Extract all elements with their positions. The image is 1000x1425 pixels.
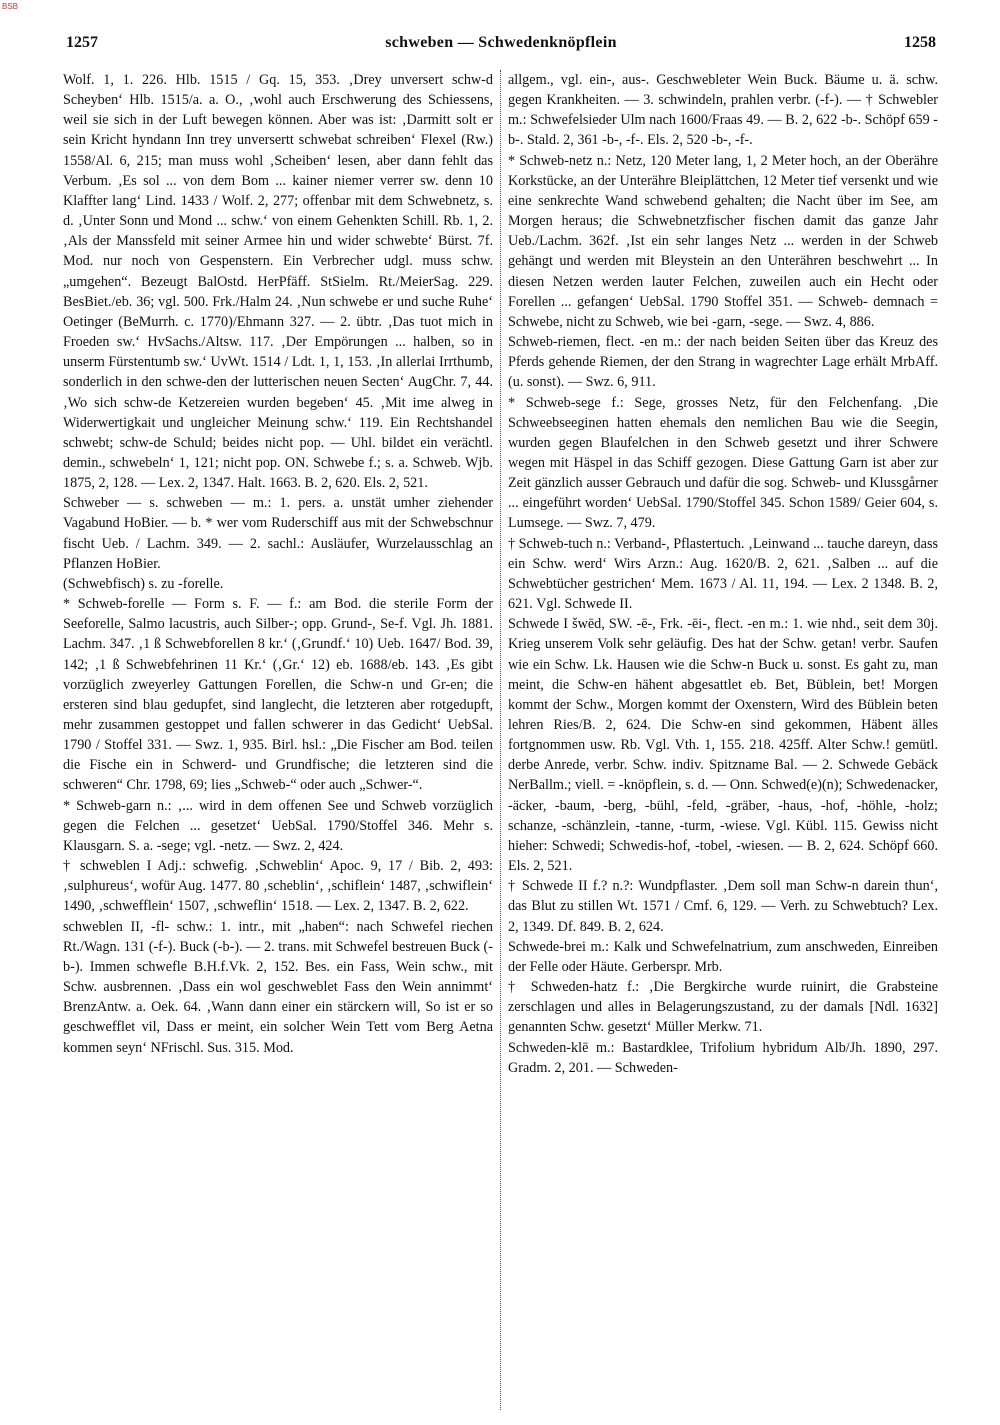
page-header	[66, 34, 936, 56]
column-divider	[500, 70, 501, 1410]
entry-paragraph: (Schwebfisch) s. zu -forelle.	[63, 575, 224, 592]
page-number-left: 1257	[66, 34, 98, 51]
entry-paragraph: Schweber — s. schweben — m.: 1. pers. a. unstät umher ziehender Vagabund HoBier. — b. * wer vom Ruderschiff aus mit der Schwebschnur fischt Ueb. / Lachm. 349. — 2. sachl.: Ausläufer, Wurzelausschlag an Pflanzen HoBier.	[63, 495, 493, 572]
entry-paragraph: Schweb-riemen, flect. -en m.: der nach beiden Seiten über das Kreuz des Pferds gehende Riemen, der den Strang in wagrechter Lage erhält MrbAff. (u. sonst). — Swz. 6, 911.	[508, 334, 938, 391]
library-stamp: BSB	[2, 2, 19, 11]
entry-paragraph: † Schweb-tuch n.: Verband-, Pflastertuch. ‚Leinwand ... tauche dareyn, dass ein Schw. werd‘ Wirs Arzn.: Aug. 1620/B. 2, 621. ‚Salben ... auf die Schwebtücher gestrichen‘ Mem. 1673 / Al. 11, 194. — Lex. 2 1348. B. 2, 621. Vgl. Schwede II.	[508, 535, 938, 613]
entry-paragraph: † Schweden-hatz f.: ‚Die Bergkirche wurde ruinirt, die Grabsteine zerschlagen und alles in Belagerungszustand, zu der damals [Ndl. 1632] genannten Schw. gesetzt‘ Müller Merkw. 71.	[508, 979, 938, 1036]
entry-paragraph: * Schweb-sege f.: Sege, grosses Netz, für den Felchenfang. ‚Die Schweebseeginen hatten ehemals den nemlichen Bau wie die Seegin, wurden gegen Blaufelchen in den Schweb gesetzt und ihrer Schwere wegen mit Häspel in das Schiff gezogen. Diese Gattung Garn ist aber zur Zeit gänzlich ausser Gebrauch und dafür die sog. Schweb- und Klussgårner ... eingeführt worden‘ UebSal. 1790/Stoffel 345. Schon 1589/ Geier 604, s. Lumsege. — Swz. 7, 479.	[508, 394, 938, 532]
right-column	[508, 70, 938, 1415]
entry-paragraph: Schwede I šwēd, SW. -ē-, Frk. -ēi-, flect. -en m.: 1. wie nhd., seit dem 30j. Krieg unserem Volk sehr geläufig. Des hat der Schw. getan! verbr. Saufen wie ein Schw. Lk. Hausen wie die Schw-n Buck u. sonst. Es gaht zu, man meint, die Schw-en hähent abgesattlet eb. Bet, Büblein, bet! Morgen kommt der Schw., Morgen kommt der Oxenstern, Wird des Büblein beten lehren Ries/B. 2, 624. Die Schw-en sind gekommen, Häbent älles fortgnommen usw. Rb. Vgl. Vth. 1, 155. 218. 425ff. Alter Schw.! gemütl. derbe Anrede, verbr. Schw. indiv. Spitzname Bal. — 2. Schwede Gebäck NerBallm.; viell. = -knöpflein, s. d. — Onn. Schwed(e)(n); Schwedenacker, -äcker, -baum, -berg, -bühl, -feld, -gräber, -haus, -hof, -höhle, -holz; schanze, -schänzlein, -tanne, -turm, -wiese. Vgl. Kübl. 115. Gewiss nicht hieher: Schwedi; Schwedis-hof, -tobel, -wiesen. — B. 2, 624. Schöpf 660. Els. 2, 521.	[508, 616, 938, 875]
entry-paragraph: schweblen II, -fl- schw.: 1. intr., mit „haben“: nach Schwefel riechen Rt./Wagn. 131 (-f-). Buck (-b-). — 2. trans. mit Schwefel bestreuen Buck (-b-). Immen schwefle B.H.f.Vk. 2, 152. Bes. ein Fass, Wein schw., mit Schw. ausbrennen. ‚Dass ein wol geschweblet Fass den Wein annimmt‘ BrenzAntw. a. Oek. 64. ‚Wann dann einer ein stärckern will, So ist er so geschwefflet vil, Dass er meint, ein solcher Wein Tett vom Berg Aetna kommen seyn‘ NFrischl. Sus. 315. Mod.	[63, 918, 493, 1056]
page-number-right: 1258	[904, 34, 936, 51]
left-column	[63, 70, 493, 1415]
entry-paragraph: Schweden-klē m.: Bastardklee, Trifolium hybridum Alb/Jh. 1890, 297. Gradm. 2, 201. — Schweden-	[508, 1039, 938, 1076]
entry-paragraph: * Schweb-garn n.: ‚... wird in dem offenen See und Schweb vorzüglich gegen die Felchen ... gesetzet‘ UebSal. 1790/Stoffel 346. Mehr s. Klausgarn. S. a. -sege; vgl. -netz. — Swz. 2, 424.	[63, 797, 493, 854]
entry-paragraph: † Schwede II f.? n.?: Wundpflaster. ‚Dem soll man Schw-n darein thun‘, das Blut zu stillen Wt. 1571 / Cmf. 6, 129. — Verh. zu Schwebtuch? Lex. 2, 1349. Df. 849. B. 2, 624.	[508, 878, 938, 935]
entry-paragraph: Wolf. 1, 1. 226. Hlb. 1515 / Gq. 15, 353. ‚Drey unversert schw-d Scheyben‘ Hlb. 1515/a. a. O., ‚wohl auch Erschwerung des Schiessens, weil sie sich in der Luft bewegen können. Aber was ist: ‚Darmitt solt er sein Kricht hyndann Inn trey unversertt schwebat schreiben‘ Flexel (Rw.) 1558/Al. 6, 215; man muss wohl ‚Scheiben‘ lesen, aber dann fehlt das Verbum. ‚Es sol ... von dem Bom ... kainer niemer verrer sw. denn 10 Klaffter lang‘ Lind. 1433 / Wolf. 2, 277; offenbar mit dem Schwebnetz, s. d. ‚Unter Sonn und Mond ... schw.‘ von einem Gehenkten Schill. Rb. 1, 2. ‚Als der Manssfeld mit seiner Armee hin und wider schwebte‘ Bürst. 7f. Mod. nur noch von Gespenstern. Ein Verbrecher udgl. muss schw. „umgehen“. Bezeugt BalOstd. HerPfäff. StSielm. Rt./MeierSag. 229. BesBiet./eb. 36; vgl. 500. Frk./Halm 24. ‚Nun schwebe er und suche Ruhe‘ Oetinger (BeMurrh. c. 1770)/Ehmann 327. — 2. übtr. ‚Das tuot mich in Froeden sw.‘ HvSachs./Altsw. 117. ‚Der Empörungen ... halben, so in unserm Fürstentumb sw.‘ UvWt. 1514 / Ldt. 1, 1, 153. ‚In allerlai Irrthumb, sonderlich in den schwe-den der lutterischen neuen Secten‘ AugChr. 7, 44. ‚Wo sich schw-de Ketzereien wurden begeben‘ 45. ‚Mit ime alweg in Widerwertigkait und ungleicher Meinung schw.‘ 119. Ein Rechtshandel schwebt; schw-de Schuld; beides nicht pop. — Uhl. bildet ein verächtl. demin., schwebeln‘ 1, 121; nicht pop. ON. Schwebe f.; s. a. Schweb. Wjb. 1875, 2, 128. — Lex. 2, 1347. Halt. 1663. B. 2, 620. Els. 2, 521.	[63, 72, 493, 492]
entry-paragraph: * Schweb-forelle — Form s. F. — f.: am Bod. die sterile Form der Seeforelle, Salmo lacustris, auch Silber-; opp. Grund-, Se-f. Vgl. Jh. 1881. Lachm. 347. ‚1 ß Schwebforellen 8 kr.‘ (‚Grundf.‘ 10) Ueb. 1647/ Bod. 39, 142; ‚1 ß Schwebfehrinen 11 Kr.‘ (‚Gr.‘ 12) eb. 1688/eb. 143. ‚Es gibt vorzüglich zweyerley Gattungen Forellen, die Schw-n und Gr-en; die ersteren sind blau gedupfet, sind langlecht, die letzteren aber rotgedupft, mehr zusammen gestoppet und fallen schwerer in das Gedicht‘ UebSal. 1790 / Stoffel 331. — Swz. 1, 935. Birl. hsl.: „Die Fischer am Bod. teilen die Fische ein in Schwerd- und Grundfische; die letzteren sind die schweren“ Chr. 1798, 69; lies „Schweb-“ oder auch „Schwer-“.	[63, 596, 493, 794]
entry-paragraph: * Schweb-netz n.: Netz, 120 Meter lang, 1, 2 Meter hoch, an der Oberähre Korkstücke, an der Unterähre Bleiplättchen, 12 Meter tief versenkt und wie eine senkrechte Wand schwebend gehalten; die Nacht über im See, am Morgen heraus; die Schwebnetzfischer fischen damit das ganze Jahr Ueb./Lachm. 362f. ‚Ist ein sehr langes Netz ... werden in der Schweb gehängt und werden mit Bleystein an den Unterähren beschwehrt ... In diesen Netzen werden lauter Felchen, zuweilen auch ein Hecht oder Forellen ... gefangen‘ UebSal. 1790 Stoffel 351. — Schweb- demnach = Schwebe, nicht zu Schweb, wie bei -garn, -sege. — Swz. 4, 886.	[508, 152, 938, 330]
entry-paragraph: Schwede-brei m.: Kalk und Schwefelnatrium, zum anschweden, Einreiben der Felle oder Häute. Gerberspr. Mrb.	[508, 938, 938, 975]
entry-paragraph: allgem., vgl. ein-, aus-. Geschwebleter Wein Buck. Bäume u. ä. schw. gegen Krankheiten. — 3. schwindeln, prahlen verbr. (-f-). — † Schwebler m.: Schwefelsieder Ulm nach 1600/Fraas 49. — B. 2, 622 -b-. Schöpf 659 -b-. Stald. 2, 361 -b-, -f-. Els. 2, 520 -b-, -f-.	[508, 72, 938, 149]
running-title: schweben — Schwedenknöpflein	[385, 34, 617, 51]
entry-paragraph: † schweblen I Adj.: schwefig. ‚Schweblin‘ Apoc. 9, 17 / Bib. 2, 493: ‚sulphureus‘, wofür Aug. 1477. 80 ‚scheblin‘, ‚schiflein‘ 1487, ‚schwiflein‘ 1490, ‚schwefflein‘ 1507, ‚schweflin‘ 1518. — Lex. 2, 1347. B. 2, 622.	[63, 858, 493, 915]
